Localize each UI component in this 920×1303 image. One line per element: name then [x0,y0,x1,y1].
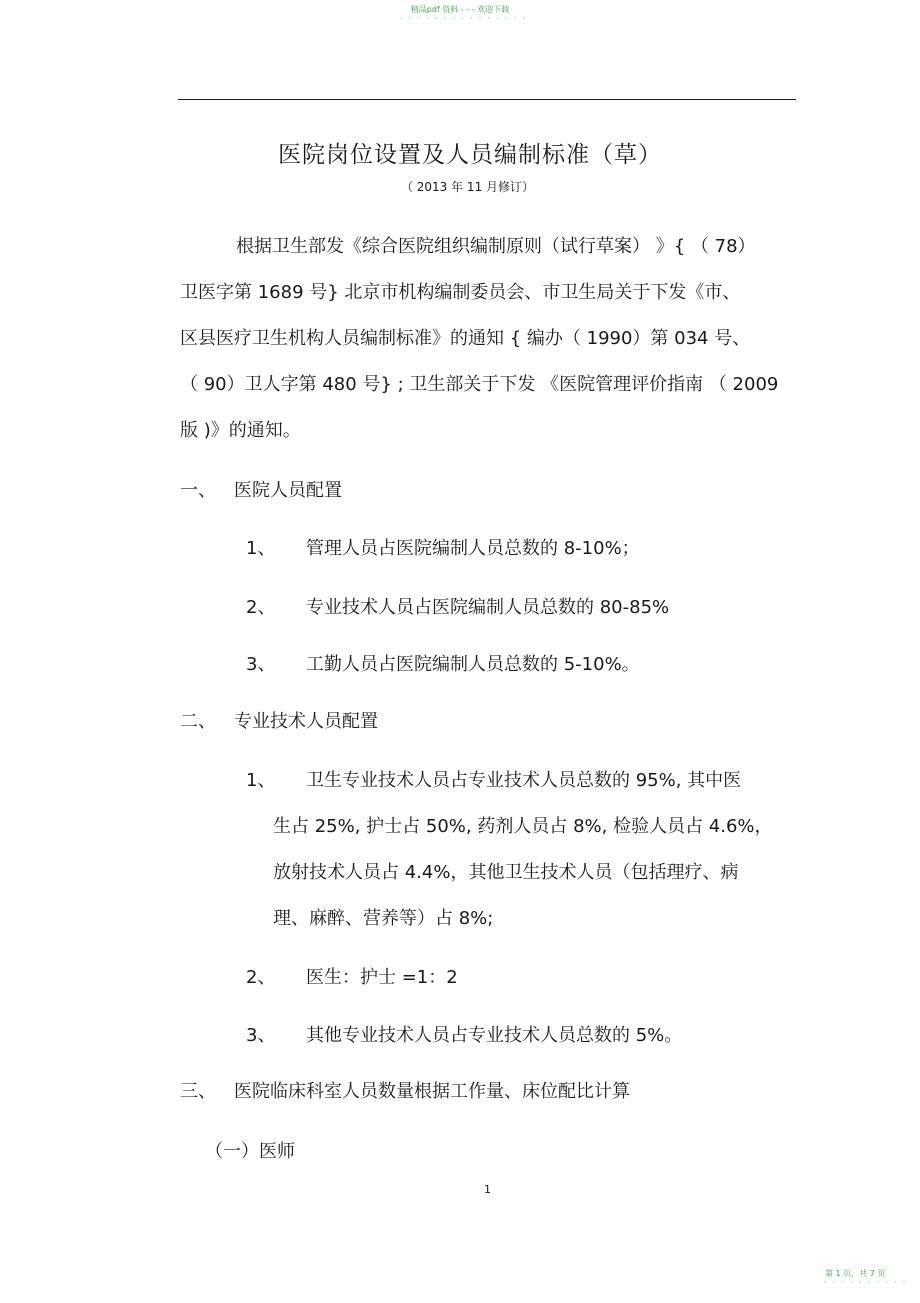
section-1-title: 医院人员配置 [234,480,342,501]
section-3-number: 三、 [180,1081,216,1102]
section-1-item-2-text: 专业技术人员占医院编制人员总数的 80-85% [306,597,670,618]
section-2-item-2-text: 医生：护士 =1：2 [306,967,458,988]
section-2-item-2-number: 2、 [246,967,276,988]
section-1-item-3-text: 工勤人员占医院编制人员总数的 5-10%。 [306,654,640,675]
section-2-item-1-line-4: 理、麻醉、营养等）占 8%; [273,908,494,929]
document-title: 医院岗位设置及人员编制标准（草） [278,142,662,168]
section-2-item-1-line-3: 放射技术人员占 4.4%，其他卫生技术人员（包括理疗、病 [273,862,739,883]
section-2-item-1-line-1: 卫生专业技术人员占专业技术人员总数的 95%, 其中医 [306,770,742,791]
section-1-item-2-number: 2、 [246,597,276,618]
header-rule [178,99,796,100]
section-2-number: 二、 [180,711,216,732]
intro-line-3: 区县医疗卫生机构人员编制标准》的通知 { 编办（ 1990）第 034 号、 [180,328,751,349]
section-1-item-1-number: 1、 [246,538,276,559]
footer-dots: - - - - - - - - - - [824,1278,908,1286]
section-2-item-1-number: 1、 [246,770,276,791]
section-2-title: 专业技术人员配置 [234,711,378,732]
footer-page-info: 第 1 页，共 7 页 [825,1269,886,1278]
intro-line-5: 版 )》的通知。 [180,420,301,441]
intro-line-2: 卫医字第 1689 号} 北京市机构编制委员会、市卫生局关于下发《市、 [180,282,741,303]
watermark-header-dots: - - - - - - - - - - - - - - - [400,14,528,22]
intro-line-1: 根据卫生部发《综合医院组织编制原则（试行草案） 》{ （ 78） [236,236,756,257]
section-2-item-3-text: 其他专业技术人员占专业技术人员总数的 5%。 [306,1025,683,1046]
section-2-item-3-number: 3、 [246,1025,276,1046]
section-3-title: 医院临床科室人员数量根据工作量、床位配比计算 [234,1081,630,1102]
section-1-item-1-text: 管理人员占医院编制人员总数的 8-10%； [306,538,640,559]
page-number: 1 [484,1183,491,1196]
intro-line-4: （ 90）卫人字第 480 号} ; 卫生部关于下发 《医院管理评价指南 （ 2009 [180,374,779,395]
section-2-item-1-line-2: 生占 25%, 护士占 50%, 药剂人员占 8%, 检验人员占 4.6%， [273,816,773,837]
section-1-item-3-number: 3、 [246,654,276,675]
document-subtitle: （ 2013 年 11 月修订） [400,180,535,194]
section-1-number: 一、 [180,480,216,501]
watermark-header: 精品pdf 资料 - - - 欢迎下载 [410,5,510,14]
subsection-1-title: （一）医师 [205,1141,295,1162]
